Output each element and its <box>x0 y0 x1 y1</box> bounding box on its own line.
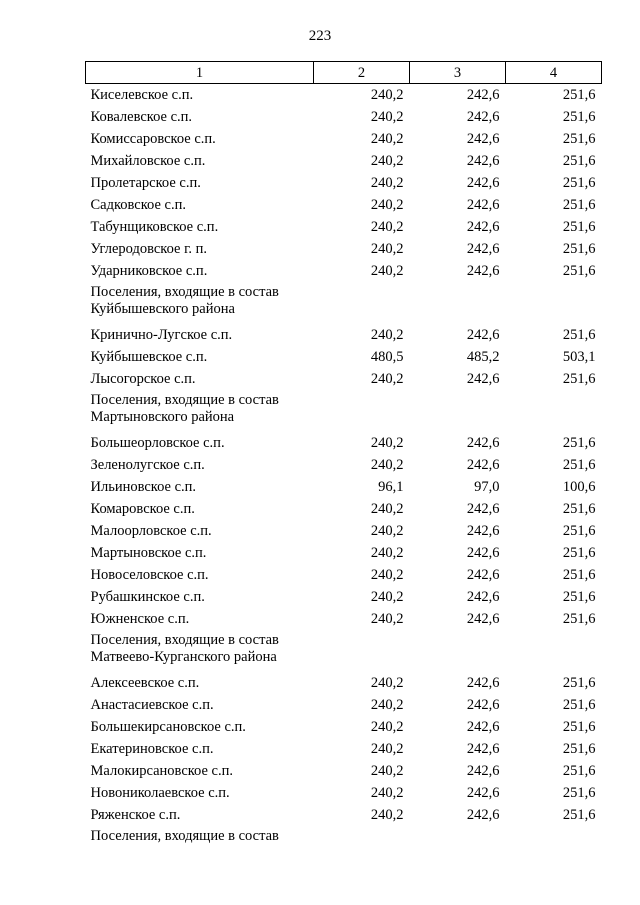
settlement-name-cell: Малокирсановское с.п. <box>90 763 233 779</box>
settlement-name-cell: Мартыновское с.п. <box>90 545 207 561</box>
value-col-2-cell: 480,5 <box>370 349 404 365</box>
value-col-3-cell: 97,0 <box>474 479 500 495</box>
value-col-4-cell: 251,6 <box>562 219 596 235</box>
value-col-3-cell: 242,6 <box>466 589 500 605</box>
settlement-name-cell: Малоорловское с.п. <box>90 523 212 539</box>
value-col-2-cell: 240,2 <box>370 87 404 103</box>
value-col-2-cell: 240,2 <box>370 763 404 779</box>
value-col-3-cell: 242,6 <box>466 241 500 257</box>
table-row <box>86 564 602 586</box>
value-col-4-cell: 503,1 <box>562 349 596 365</box>
value-col-2-cell: 240,2 <box>370 501 404 517</box>
table-header <box>86 62 602 84</box>
table-row <box>86 738 602 760</box>
value-col-4-cell: 251,6 <box>562 545 596 561</box>
value-col-3-cell: 242,6 <box>466 371 500 387</box>
value-col-2-cell: 96,1 <box>378 479 404 495</box>
value-col-2-cell: 240,2 <box>370 131 404 147</box>
settlement-name-cell: Ильиновское с.п. <box>90 479 197 495</box>
table-row <box>86 520 602 542</box>
value-col-3-cell: 485,2 <box>466 349 500 365</box>
header-col-4: 4 <box>506 62 602 84</box>
value-col-2-cell: 240,2 <box>370 589 404 605</box>
table-row <box>86 542 602 564</box>
group-header-line1: Поселения, входящие в состав <box>90 392 279 408</box>
value-col-2-cell: 240,2 <box>370 327 404 343</box>
table-row <box>86 454 602 476</box>
value-col-3-cell: 242,6 <box>466 675 500 691</box>
settlement-name-cell: Анастасиевское с.п. <box>90 697 214 713</box>
value-col-4-cell: 251,6 <box>562 457 596 473</box>
group-header-line2: Мартыновского района <box>90 409 235 425</box>
settlement-name-cell: Большекирсановское с.п. <box>90 719 246 735</box>
value-col-2-cell: 240,2 <box>370 219 404 235</box>
value-col-4-cell: 251,6 <box>562 241 596 257</box>
value-col-2-cell: 240,2 <box>370 197 404 213</box>
settlement-name-cell: Пролетарское с.п. <box>90 175 201 191</box>
group-header-line1: Поселения, входящие в состав <box>90 632 279 648</box>
table-row <box>86 216 602 238</box>
value-col-3-cell: 242,6 <box>466 763 500 779</box>
settlement-name-cell: Ряженское с.п. <box>90 807 181 823</box>
table-row <box>86 150 602 172</box>
settlement-name-cell: Куйбышевское с.п. <box>90 349 208 365</box>
value-col-4-cell: 251,6 <box>562 741 596 757</box>
value-col-3-cell: 242,6 <box>466 785 500 801</box>
value-col-2-cell: 240,2 <box>370 697 404 713</box>
value-col-2-cell: 240,2 <box>370 807 404 823</box>
table-row <box>86 760 602 782</box>
table-body <box>86 84 602 869</box>
table-row <box>86 716 602 738</box>
group-header-cell <box>86 390 602 432</box>
value-col-2-cell: 240,2 <box>370 153 404 169</box>
table-row <box>86 694 602 716</box>
value-col-4-cell: 251,6 <box>562 807 596 823</box>
value-col-3-cell: 242,6 <box>466 523 500 539</box>
settlement-name-cell: Киселевское с.п. <box>90 87 194 103</box>
header-col-1: 1 <box>86 62 314 84</box>
value-col-4-cell: 100,6 <box>562 479 596 495</box>
settlement-name-cell: Алексеевское с.п. <box>90 675 200 691</box>
settlement-name-cell: Комиссаровское с.п. <box>90 131 216 147</box>
value-col-2-cell: 240,2 <box>370 523 404 539</box>
settlement-name-cell: Ударниковское с.п. <box>90 263 208 279</box>
value-col-4-cell: 251,6 <box>562 589 596 605</box>
value-col-3-cell: 242,6 <box>466 719 500 735</box>
table-row <box>86 194 602 216</box>
settlement-name-cell: Екатериновское с.п. <box>90 741 214 757</box>
value-col-2-cell: 240,2 <box>370 371 404 387</box>
settlement-name-cell: Табунщиковское с.п. <box>90 219 219 235</box>
data-table <box>85 61 602 868</box>
table-row <box>86 238 602 260</box>
group-header-cell <box>86 282 602 324</box>
value-col-4-cell: 251,6 <box>562 109 596 125</box>
value-col-3-cell: 242,6 <box>466 131 500 147</box>
table-row <box>86 84 602 107</box>
table-row <box>86 368 602 390</box>
settlement-name-cell: Ковалевское с.п. <box>90 109 193 125</box>
value-col-4-cell: 251,6 <box>562 131 596 147</box>
group-header-row <box>86 826 602 868</box>
group-header-row <box>86 630 602 672</box>
value-col-2-cell: 240,2 <box>370 675 404 691</box>
settlement-name-cell: Углеродовское г. п. <box>90 241 208 257</box>
value-col-2-cell: 240,2 <box>370 785 404 801</box>
group-header-row <box>86 282 602 324</box>
settlement-name-cell: Новониколаевское с.п. <box>90 785 230 801</box>
value-col-2-cell: 240,2 <box>370 263 404 279</box>
value-col-2-cell: 240,2 <box>370 457 404 473</box>
value-col-4-cell: 251,6 <box>562 175 596 191</box>
value-col-4-cell: 251,6 <box>562 87 596 103</box>
value-col-4-cell: 251,6 <box>562 785 596 801</box>
table-row <box>86 476 602 498</box>
value-col-2-cell: 240,2 <box>370 567 404 583</box>
value-col-3-cell: 242,6 <box>466 741 500 757</box>
value-col-2-cell: 240,2 <box>370 611 404 627</box>
header-col-3: 3 <box>410 62 506 84</box>
group-header-line1: Поселения, входящие в состав <box>90 284 279 300</box>
value-col-3-cell: 242,6 <box>466 109 500 125</box>
value-col-2-cell: 240,2 <box>370 719 404 735</box>
value-col-3-cell: 242,6 <box>466 219 500 235</box>
table-row <box>86 782 602 804</box>
group-header-row <box>86 390 602 432</box>
value-col-4-cell: 251,6 <box>562 501 596 517</box>
value-col-3-cell: 242,6 <box>466 611 500 627</box>
value-col-4-cell: 251,6 <box>562 675 596 691</box>
value-col-2-cell: 240,2 <box>370 545 404 561</box>
table-row <box>86 324 602 346</box>
value-col-2-cell: 240,2 <box>370 241 404 257</box>
table-row <box>86 498 602 520</box>
value-col-4-cell: 251,6 <box>562 567 596 583</box>
value-col-4-cell: 251,6 <box>562 435 596 451</box>
table-row <box>86 106 602 128</box>
value-col-3-cell: 242,6 <box>466 263 500 279</box>
value-col-4-cell: 251,6 <box>562 197 596 213</box>
group-header-line2: Матвеево-Курганского района <box>90 649 277 665</box>
value-col-3-cell: 242,6 <box>466 87 500 103</box>
group-header-line2: Куйбышевского района <box>90 301 235 317</box>
value-col-2-cell: 240,2 <box>370 741 404 757</box>
value-col-2-cell: 240,2 <box>370 109 404 125</box>
value-col-3-cell: 242,6 <box>466 807 500 823</box>
value-col-3-cell: 242,6 <box>466 153 500 169</box>
value-col-2-cell: 240,2 <box>370 435 404 451</box>
table-row <box>86 346 602 368</box>
table-row <box>86 432 602 454</box>
settlement-name-cell: Садковское с.п. <box>90 197 186 213</box>
value-col-3-cell: 242,6 <box>466 567 500 583</box>
settlement-name-cell: Новоселовское с.п. <box>90 567 209 583</box>
header-row <box>86 62 602 84</box>
value-col-4-cell: 251,6 <box>562 263 596 279</box>
value-col-3-cell: 242,6 <box>466 457 500 473</box>
value-col-4-cell: 251,6 <box>562 523 596 539</box>
value-col-2-cell: 240,2 <box>370 175 404 191</box>
settlement-name-cell: Большеорловское с.п. <box>90 435 225 451</box>
settlement-name-cell: Зеленолугское с.п. <box>90 457 205 473</box>
value-col-4-cell: 251,6 <box>562 763 596 779</box>
value-col-4-cell: 251,6 <box>562 719 596 735</box>
settlement-name-cell: Кринично-Лугское с.п. <box>90 327 233 343</box>
settlement-name-cell: Рубашкинское с.п. <box>90 589 205 605</box>
value-col-3-cell: 242,6 <box>466 327 500 343</box>
value-col-3-cell: 242,6 <box>466 197 500 213</box>
group-header-cell <box>86 630 602 672</box>
table-row <box>86 260 602 282</box>
group-header-line1: Поселения, входящие в состав <box>90 828 279 844</box>
table-row <box>86 172 602 194</box>
value-col-4-cell: 251,6 <box>562 327 596 343</box>
settlement-name-cell: Южненское с.п. <box>90 611 190 627</box>
table-row <box>86 608 602 630</box>
page-number: 223 <box>308 28 332 44</box>
value-col-3-cell: 242,6 <box>466 697 500 713</box>
value-col-3-cell: 242,6 <box>466 175 500 191</box>
value-col-4-cell: 251,6 <box>562 611 596 627</box>
settlement-name-cell: Комаровское с.п. <box>90 501 195 517</box>
value-col-3-cell: 242,6 <box>466 435 500 451</box>
value-col-3-cell: 242,6 <box>466 501 500 517</box>
table-row <box>86 128 602 150</box>
value-col-4-cell: 251,6 <box>562 153 596 169</box>
table-row <box>86 804 602 826</box>
header-col-2: 2 <box>314 62 410 84</box>
settlement-name-cell: Лысогорское с.п. <box>90 371 196 387</box>
value-col-3-cell: 242,6 <box>466 545 500 561</box>
value-col-4-cell: 251,6 <box>562 371 596 387</box>
table-row <box>86 586 602 608</box>
value-col-4-cell: 251,6 <box>562 697 596 713</box>
table-row <box>86 672 602 694</box>
settlement-name-cell: Михайловское с.п. <box>90 153 206 169</box>
group-header-cell <box>86 826 602 868</box>
